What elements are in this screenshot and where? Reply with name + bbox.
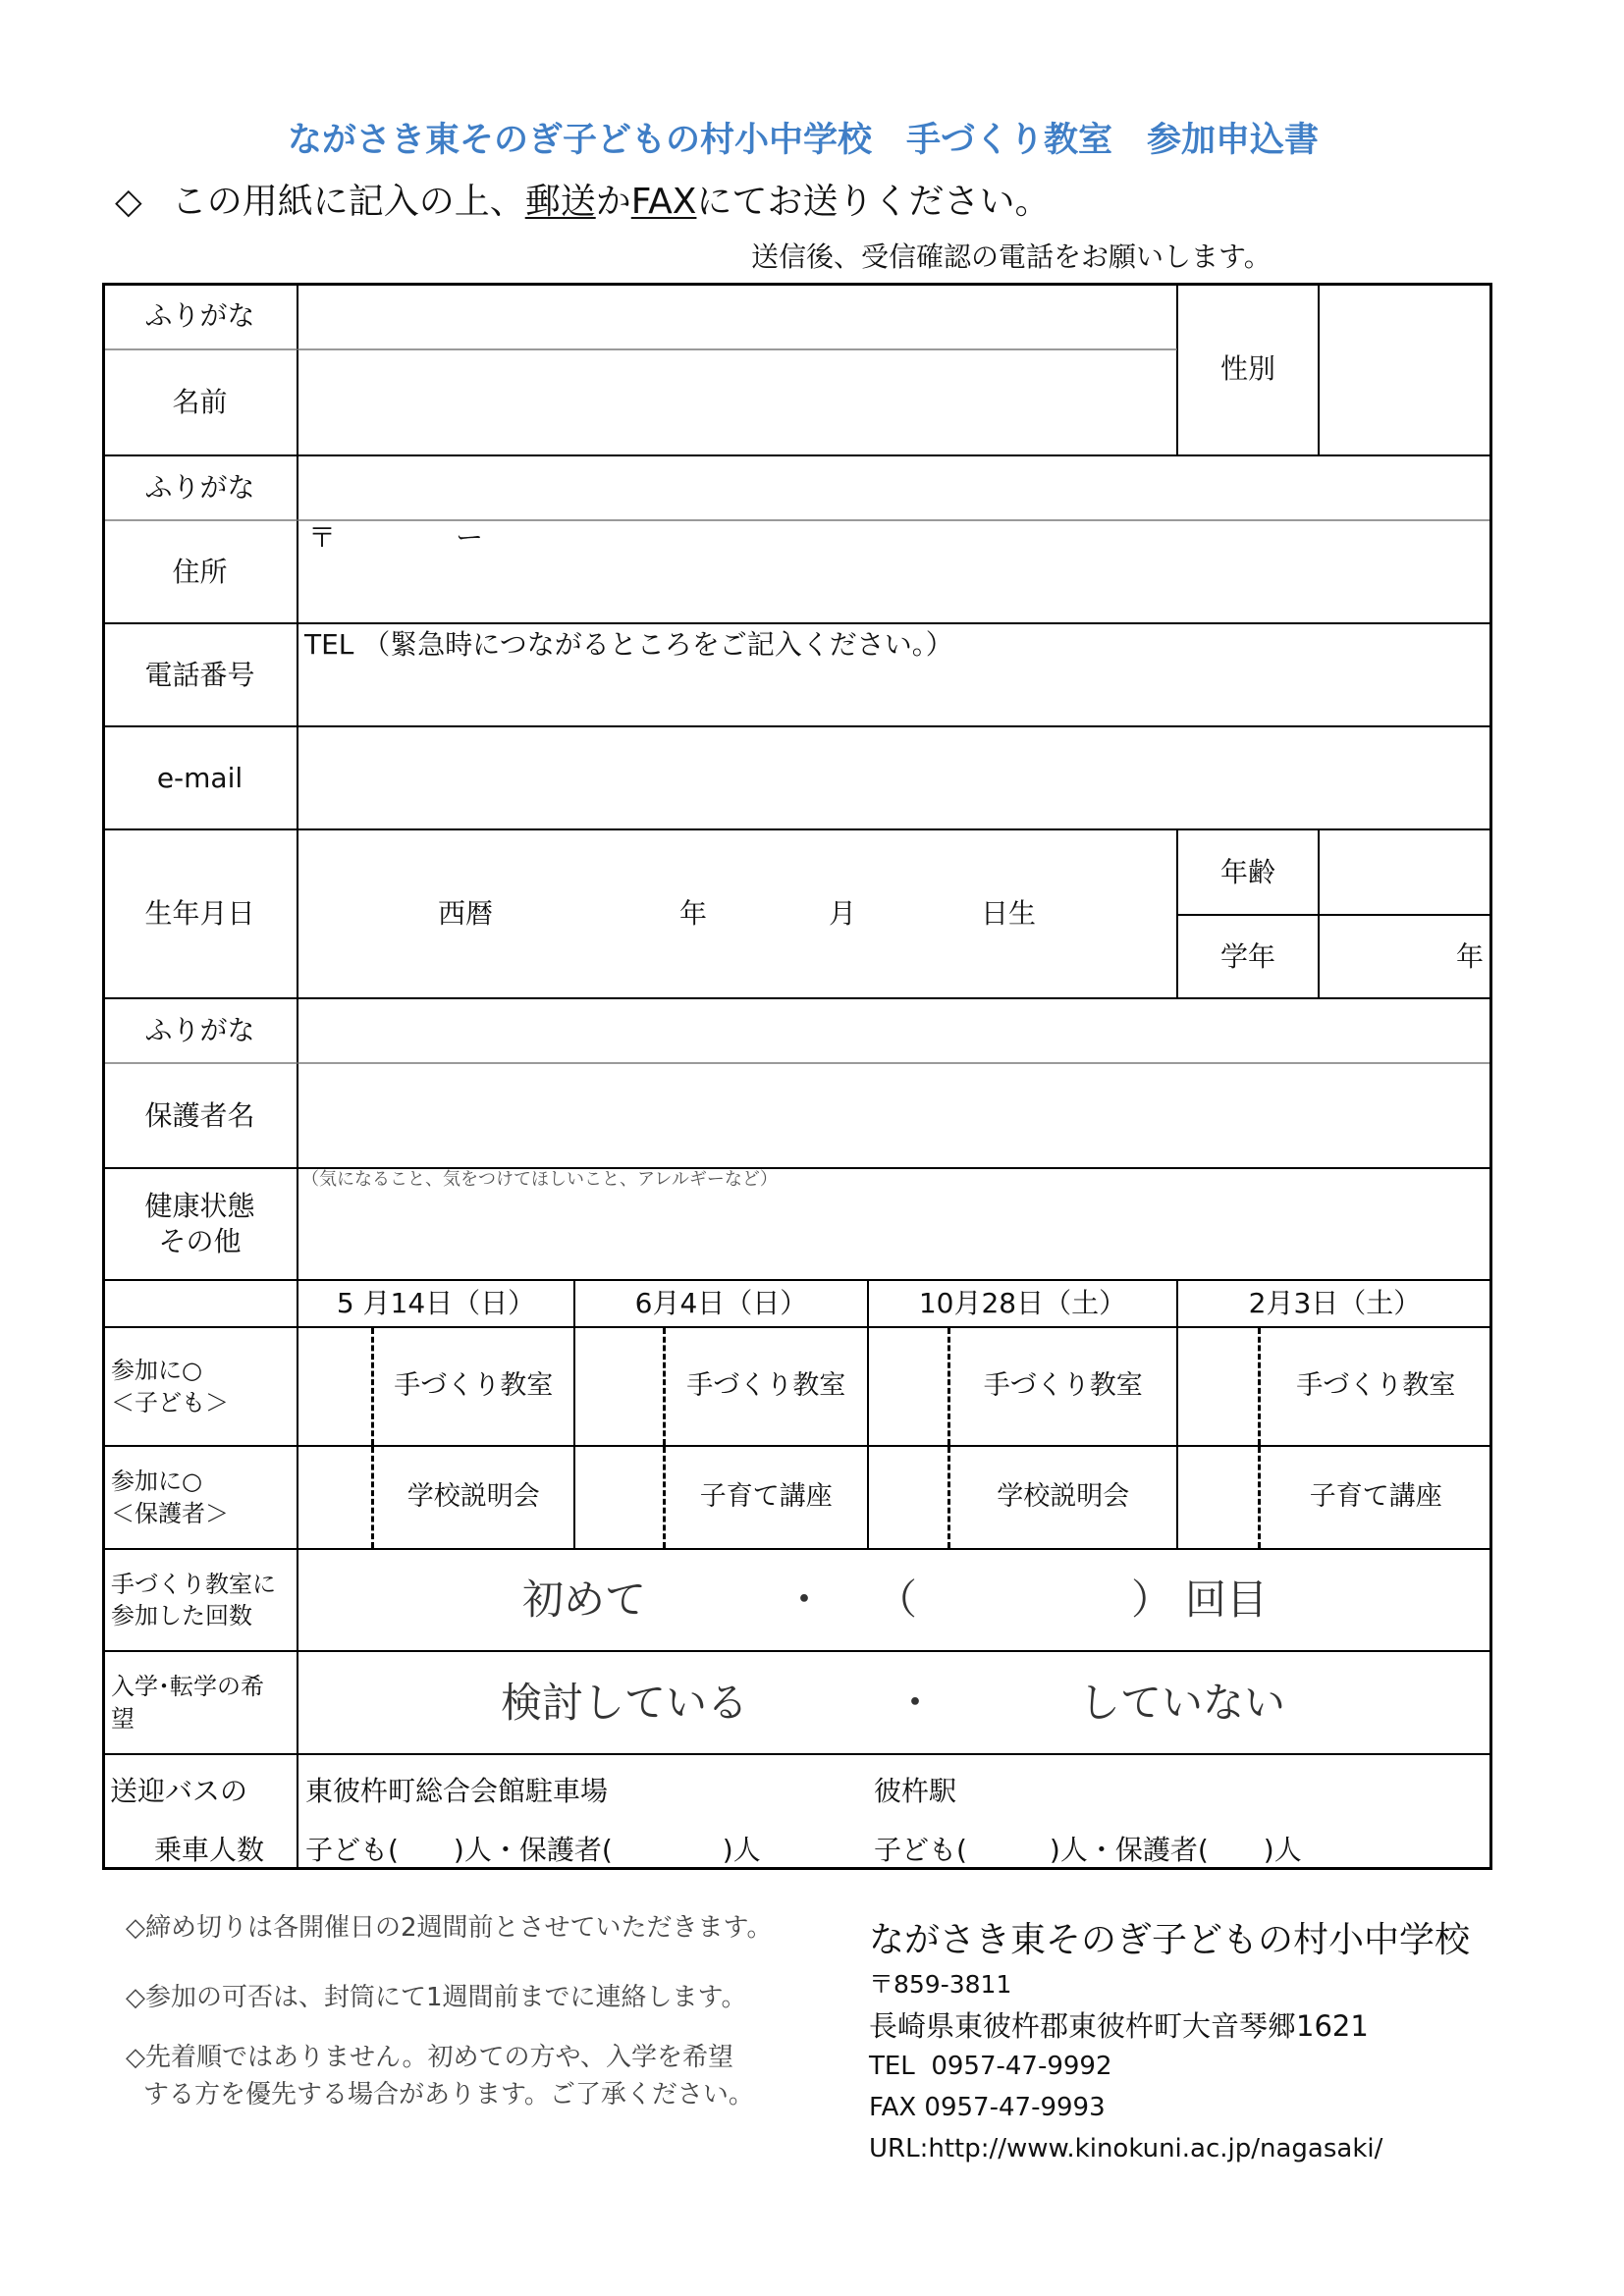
postal-mark: 〒 — [308, 521, 337, 554]
guardian-session-2-activity: 子育て講座 — [663, 1447, 868, 1548]
note-deadline: ◇締め切りは各開催日の2週間前とさせていただきます。 — [126, 1913, 773, 1943]
note-acceptance: ◇参加の可否は、封筒にて1週間前までに連絡します。 — [126, 1983, 747, 2012]
confirmation-note: 送信後、受信確認の電話をお願いします。 — [751, 240, 1272, 273]
email-field[interactable] — [298, 726, 1492, 829]
gender-field[interactable] — [1319, 283, 1492, 455]
bus-stop-1-count[interactable]: 子ども( )人・保護者( )人 — [305, 1834, 761, 1866]
guardian-session-1-mark-area[interactable] — [298, 1447, 371, 1548]
school-postal-code: 〒859-3811 — [869, 1970, 1012, 1999]
instruction-text-before: この用紙に記入の上、 — [171, 182, 525, 222]
school-fax: FAX 0957-47-9993 — [869, 2093, 1106, 2122]
enrollment-option-considering[interactable]: 検討している — [501, 1678, 749, 1727]
enrollment-option-not[interactable]: していない — [1079, 1678, 1286, 1727]
birthdate-label: 生年月日 — [102, 829, 298, 998]
guardian-session-4-mark-area[interactable] — [1178, 1447, 1258, 1548]
instruction-line — [115, 181, 1050, 223]
school-tel: TEL 0957-47-9992 — [869, 2052, 1112, 2081]
bus-stop-2-count[interactable]: 子ども( )人・保護者( )人 — [874, 1834, 1302, 1866]
guardian-name-label: 保護者名 — [102, 1063, 298, 1168]
email-label: e-mail — [102, 726, 298, 829]
child-participation-label — [102, 1327, 298, 1446]
child-session-1-activity: 手づくり教室 — [371, 1328, 574, 1445]
guardian-participation-label — [102, 1446, 298, 1549]
age-label: 年齢 — [1177, 829, 1319, 915]
count-close-paren: ） — [1131, 1575, 1173, 1624]
postal-dash: ー — [456, 521, 484, 554]
diamond-bullet-icon: ◇ — [115, 182, 142, 222]
enrollment-label-line1: 入学･転学の希 — [111, 1673, 264, 1701]
participation-count-label-line2: 参加した回数 — [111, 1602, 252, 1629]
health-label — [102, 1168, 298, 1280]
count-open-paren: （ — [876, 1575, 918, 1624]
address-furigana-field[interactable] — [298, 455, 1492, 520]
child-session-2-mark-area[interactable] — [575, 1328, 663, 1445]
guardian-furigana-field[interactable] — [298, 998, 1492, 1063]
phone-label: 電話番号 — [102, 623, 298, 726]
guardian-session-2-mark-area[interactable] — [575, 1447, 663, 1548]
instruction-connector: か — [595, 182, 631, 222]
bus-stop-2-name: 彼杵駅 — [874, 1775, 957, 1807]
participation-count-field[interactable] — [298, 1549, 1492, 1651]
participation-count-label-line1: 手づくり教室に — [111, 1570, 276, 1598]
birthdate-field[interactable] — [298, 829, 1177, 998]
guardian-participation-label-line2: ＜保護者＞ — [111, 1499, 229, 1527]
instruction-text-after: にてお送りください。 — [696, 182, 1051, 222]
address-furigana-label: ふりがな — [102, 455, 298, 520]
phone-field[interactable] — [298, 623, 1492, 726]
session-date-4: 2月3日（土） — [1177, 1280, 1492, 1327]
health-hint: （気になること、気をつけてほしいこと、アレルギーなど） — [301, 1169, 778, 1190]
bus-label-line2: 乗車人数 — [154, 1834, 265, 1866]
child-session-1 — [298, 1327, 574, 1446]
birthdate-year-unit: 年 — [679, 897, 708, 931]
child-session-4-activity: 手づくり教室 — [1258, 1328, 1492, 1445]
address-label: 住所 — [102, 520, 298, 623]
guardian-name-field[interactable] — [298, 1063, 1492, 1168]
child-session-2-activity: 手づくり教室 — [663, 1328, 868, 1445]
child-session-3-activity: 手づくり教室 — [947, 1328, 1177, 1445]
name-field[interactable] — [298, 349, 1177, 455]
child-session-1-mark-area[interactable] — [298, 1328, 371, 1445]
guardian-session-2 — [574, 1446, 868, 1549]
guardian-session-3-activity: 学校説明会 — [947, 1447, 1177, 1548]
health-field[interactable] — [298, 1168, 1492, 1280]
school-name: ながさき東そのぎ子どもの村小中学校 — [869, 1920, 1471, 1960]
note-priority-line1: ◇先着順ではありません。初めての方や、入学を希望 — [126, 2043, 734, 2072]
participation-count-label — [102, 1549, 298, 1651]
bus-stop-1-name: 東彼杵町総合会館駐車場 — [305, 1775, 609, 1807]
address-field[interactable] — [298, 520, 1492, 623]
birthdate-era: 西暦 — [438, 897, 494, 931]
school-address: 長崎県東彼杵郡東彼杵町大音琴郷1621 — [869, 2009, 1369, 2043]
gender-label: 性別 — [1177, 283, 1319, 455]
child-session-2 — [574, 1327, 868, 1446]
name-label: 名前 — [102, 349, 298, 455]
guardian-participation-label-line1: 参加に○ — [111, 1468, 202, 1496]
health-label-line1: 健康状態 — [144, 1189, 255, 1222]
enrollment-separator: ・ — [894, 1678, 937, 1727]
birthdate-day-unit: 日生 — [981, 897, 1037, 931]
enrollment-field[interactable] — [298, 1651, 1492, 1754]
guardian-session-1 — [298, 1446, 574, 1549]
child-participation-label-line2: ＜子ども＞ — [111, 1388, 229, 1416]
grade-field[interactable] — [1319, 915, 1492, 998]
child-session-4-mark-area[interactable] — [1178, 1328, 1258, 1445]
guardian-session-3 — [868, 1446, 1177, 1549]
session-date-1: 5 月14日（日） — [298, 1280, 574, 1327]
child-participation-label-line1: 参加に○ — [111, 1357, 202, 1385]
school-url: URL:http://www.kinokuni.ac.jp/nagasaki/ — [869, 2134, 1383, 2163]
count-option-first[interactable]: 初めて — [522, 1575, 647, 1624]
grade-label: 学年 — [1177, 915, 1319, 998]
guardian-furigana-label: ふりがな — [102, 998, 298, 1063]
age-field[interactable] — [1319, 829, 1492, 915]
furigana-label: ふりがな — [102, 283, 298, 349]
bus-label — [102, 1754, 298, 1870]
guardian-session-1-activity: 学校説明会 — [371, 1447, 574, 1548]
guardian-session-4-activity: 子育て講座 — [1258, 1447, 1492, 1548]
guardian-session-4 — [1177, 1446, 1492, 1549]
health-label-line2: その他 — [158, 1225, 242, 1257]
name-furigana-field[interactable] — [298, 283, 1177, 349]
instruction-fax-underlined: FAX — [630, 182, 697, 222]
grade-unit: 年 — [1455, 939, 1484, 973]
bus-label-line1: 送迎バスの — [110, 1775, 248, 1807]
session-header-blank — [102, 1280, 298, 1327]
enrollment-label-line2: 望 — [111, 1704, 135, 1733]
phone-hint: TEL （緊急時につながるところをご記入ください。） — [304, 628, 953, 661]
child-session-4 — [1177, 1327, 1492, 1446]
enrollment-label — [102, 1651, 298, 1754]
session-date-3: 10月28日（土） — [868, 1280, 1177, 1327]
count-suffix: 回目 — [1185, 1575, 1269, 1624]
bus-field[interactable] — [298, 1754, 1492, 1870]
form-title: ながさき東そのぎ子どもの村小中学校 手づくり教室 参加申込書 — [287, 121, 1319, 160]
guardian-session-3-mark-area[interactable] — [869, 1447, 947, 1548]
instruction-mail-underlined: 郵送 — [524, 182, 596, 222]
note-priority-line2: する方を優先する場合があります。ご了承ください。 — [143, 2080, 754, 2109]
child-session-3-mark-area[interactable] — [869, 1328, 947, 1445]
session-date-2: 6月4日（日） — [574, 1280, 868, 1327]
count-separator: ・ — [784, 1575, 826, 1624]
birthdate-month-unit: 月 — [829, 897, 857, 931]
child-session-3 — [868, 1327, 1177, 1446]
